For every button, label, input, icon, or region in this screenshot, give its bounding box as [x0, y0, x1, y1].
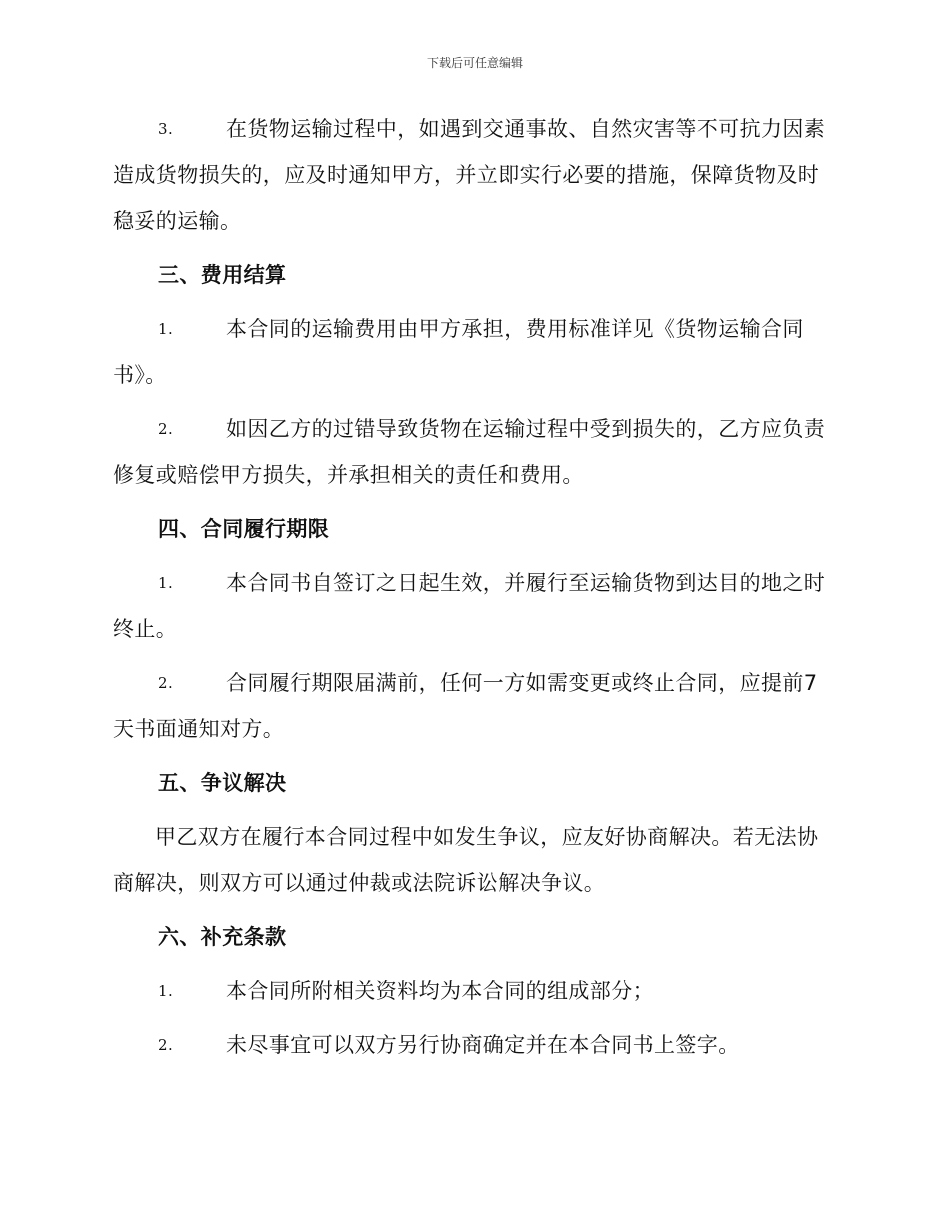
clause-supplementary-2 — [113, 1022, 835, 1068]
clause-number: 1. — [158, 574, 174, 592]
section-heading-dispute: 五、争议解决 — [158, 771, 287, 795]
clause-number: 2. — [158, 1036, 174, 1054]
section-heading-term: 四、合同履行期限 — [158, 517, 330, 541]
clause-term-2 — [113, 660, 835, 752]
clause-number: 2. — [158, 420, 174, 438]
clause-text: 在货物运输过程中，如遇到交通事故、自然灾害等不可抗力因素造成货物损失的，应及时通知甲方，并立即实行必要的措施，保障货物及时稳妥的运输。 — [113, 117, 826, 233]
clause-number: 1. — [158, 982, 174, 1000]
clause-transport-3 — [113, 106, 835, 244]
clause-fees-2 — [113, 406, 835, 498]
document-body — [113, 106, 835, 1076]
clause-supplementary-1 — [113, 968, 835, 1014]
clause-text: 本合同书自签订之日起生效，并履行至运输货物到达目的地之时终止。 — [113, 571, 826, 641]
clause-number: 1. — [158, 320, 174, 338]
clause-text: 合同履行期限届满前，任何一方如需变更或终止合同，应提前7天书面通知对方。 — [113, 671, 818, 741]
clause-text: 本合同所附相关资料均为本合同的组成部分； — [226, 979, 654, 1003]
clause-term-1 — [113, 560, 835, 652]
clause-text: 本合同的运输费用由甲方承担，费用标准详见《货物运输合同书》。 — [113, 317, 804, 387]
clause-text: 未尽事宜可以双方另行协商确定并在本合同书上签字。 — [226, 1033, 740, 1057]
section-heading-fees: 三、费用结算 — [158, 263, 287, 287]
clause-number: 2. — [158, 674, 174, 692]
section-heading-supplementary: 六、补充条款 — [158, 925, 287, 949]
page-header-note: 下载后可任意编辑 — [426, 56, 523, 70]
clause-text: 如因乙方的过错导致货物在运输过程中受到损失的，乙方应负责修复或赔偿甲方损失，并承担相关的责任和费用。 — [113, 417, 826, 487]
dispute-paragraph: 甲乙双方在履行本合同过程中如发生争议，应友好协商解决。若无法协商解决，则双方可以通过仲裁或法院诉讼解决争议。 — [113, 825, 819, 895]
clause-fees-1 — [113, 306, 835, 398]
clause-number: 3. — [158, 120, 174, 138]
